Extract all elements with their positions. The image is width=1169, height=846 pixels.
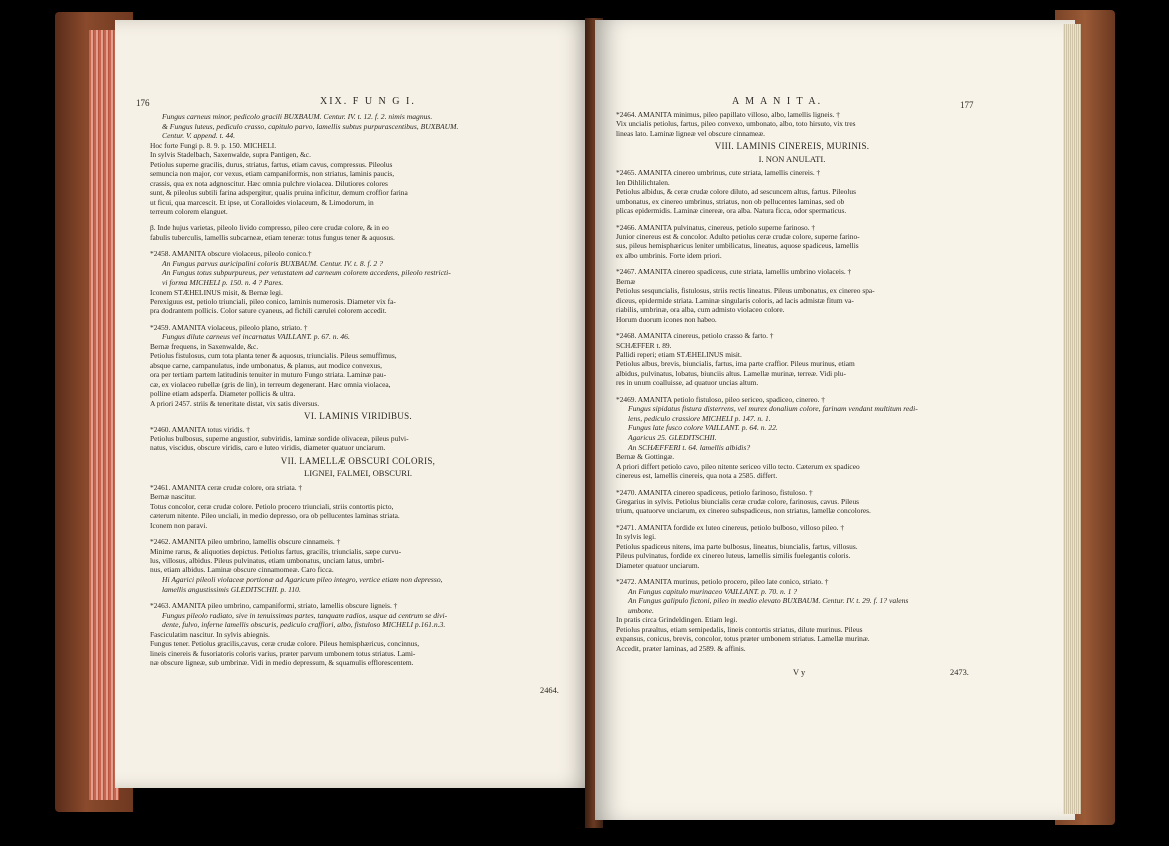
text-line: Petiolus fistulosus, cum tota planta tener & aquosus, triuncialis. Pileus semuffimus,	[150, 351, 397, 361]
text-line: næ obscure ligneæ, sub umbrinæ. Vidi in medio depressum, & squamulis efflorescentem.	[150, 658, 414, 668]
text-line: lens, pediculo crassiore MICHELI p. 147. n. 1.	[628, 413, 771, 423]
paragraph-gap	[616, 388, 968, 395]
text-line: res in unum coalluisse, ad quatuor uncias altum.	[616, 378, 759, 388]
text-line: Iconem STÆHELINUS misit, & Bernæ legi.	[150, 287, 283, 297]
text-line: Petiolus præaltus, etiam semipedalis, lineis contortis striatus, dilute murinus. Pileus	[616, 624, 863, 634]
text-line: Fungus carneus minor, pedicolo gracili BUXBAUM. Centur. IV. t. 12. f. 2. nimis magnus.	[162, 112, 433, 121]
paragraph-gap	[616, 260, 968, 267]
text-line: nus, etiam albidus. Laminæ obscure cinnamomeæ. Caro ficca.	[150, 565, 334, 575]
paragraph-gap	[150, 216, 566, 223]
text-line: Pallidi reperi; etiam STÆHELINUS misit.	[616, 349, 742, 359]
text-line: cæterum nitente. Pileo unciali, in medio depresso, ora ob pellucentes laminas striata.	[150, 511, 400, 521]
text-line: *2459. AMANITA violaceus, pileolo plano, striato. †	[150, 322, 308, 332]
text-line: plicas epidermidis. Laminæ cinereæ, ora alba. Natura ficca, odor spermaticus.	[616, 206, 847, 216]
text-line: Petiolus bulbosus, superne angustior, subviridis, laminæ sordide olivaceæ, pileus pulvi-	[150, 434, 409, 444]
section-heading: I. NON ANULATI.	[758, 153, 826, 164]
text-line: Totus concolor, ceræ crudæ colore. Petiolo procero triunciali, striis contortis picto,	[150, 501, 394, 511]
text-line: *2466. AMANITA pulvinatus, cinereus, petiolo superne farinoso. †	[616, 222, 816, 232]
text-line: *2460. AMANITA totus viridis. †	[150, 424, 251, 434]
text-line: *2463. AMANITA pileo umbrino, campaniformi, striato, lamellis obscure ligneis. †	[150, 601, 398, 611]
text-line: absque carne, campanulatus, inde umbonatus, & planus, aut modice convexus,	[150, 360, 382, 370]
text-line: lamellis angustissimis GLEDITSCHII. p. 110.	[162, 584, 301, 594]
text-line: An Fungus totus subpurpureus, per vetustatem ad carneum colorem accedens, pileolo restricti-	[162, 268, 451, 278]
text-line: Centur. V. append. t. 44.	[162, 131, 236, 141]
text-line: *2464. AMANITA minimus, pileo papillato villoso, albo, lamellis ligneis. †	[616, 110, 840, 119]
text-line: An Fungus capitulo murinaceo VAILLANT. p. 70. n. 1 ?	[628, 586, 798, 596]
text-line: *2465. AMANITA cinereo umbrinus, cute striata, lamellis cinereis. †	[616, 168, 821, 178]
text-line: Junior cinereus est & concolor. Adulto petiolus ceræ crudæ colore, superne farino-	[616, 231, 860, 241]
text-line: *2458. AMANITA obscure violaceus, pileolo conico.†	[150, 249, 312, 259]
text-line: Agaricus 25. GLEDITSCHII.	[628, 433, 717, 443]
text-line: pra dodrantem pollicis. Color sature cyaneus, ad fichili cærulei colorem accedit.	[150, 306, 387, 316]
text-line: sunt, & pileolus subtili farina adspergitur, qualis pruina inficitur, demum croffior farina	[150, 188, 408, 198]
text-line: An SCHÆFFERI t. 64. lamellis albidis?	[628, 442, 751, 452]
text-line: *2472. AMANITA murinus, petiolo procero, pileo late conico, striato. †	[616, 577, 829, 587]
paragraph-gap	[616, 216, 968, 223]
text-line: Ien Dihlilichtalen.	[616, 177, 670, 187]
text-line: Petiolus albidus, & ceræ crudæ colore diluto, ad sescuncem altus, fartus. Pileolus	[616, 187, 856, 197]
text-line: Minime rarus, & aliquoties depictus. Petiolus fartus, gracilis, triuncialis, sæpe curvu-	[150, 546, 402, 556]
right-running-head: A M A N I T A.	[732, 96, 823, 107]
text-line: In sylvis Stadelbach, Saxenwalde, supra Pantigen, &c.	[150, 150, 311, 160]
text-line: Horum duorum icones non habeo.	[616, 314, 717, 324]
text-line: ut ficui, qua marcescit. Et ipse, ut Coralloides violaceum, & Limodorum, in	[150, 197, 374, 207]
text-line: ex albo umbrinis. Forte idem priori.	[616, 250, 722, 260]
right-page-edges	[1063, 24, 1081, 814]
text-line: cæ, ex violaceo rubellæ (gris de lin), in terreum degenerant. Hæc omnia violacea,	[150, 379, 391, 389]
left-page-number: 176	[136, 98, 150, 108]
text-line: A priori 2457. striis & teneritate distat, vix satis diversus.	[150, 398, 320, 408]
text-line: lus, villosus, albidus. Pileus pulvinatus, etiam umbonatus, unciam latus, umbri-	[150, 556, 385, 566]
text-line: umbone.	[628, 605, 654, 615]
text-line: terreum colorem elanguet.	[150, 206, 228, 216]
left-catchword: 2464.	[540, 686, 559, 695]
text-line: *2470. AMANITA cinereo spadiceus, petiolo farinoso, fistuloso. †	[616, 487, 813, 497]
text-line: *2468. AMANITA cinereus, petiolo crasso & farto. †	[616, 331, 774, 341]
right-catchword: 2473.	[950, 668, 969, 677]
paragraph-gap	[616, 324, 968, 331]
text-line: Petiolus sesquncialis, fistulosus, striis rectis lineatus. Pileus umbonatus, ex cinereo spa-	[616, 286, 875, 296]
text-line: Gregarius in sylvis. Petiolus biuncialis ceræ crudæ colore, farinosus, cavus. Pileus	[616, 497, 860, 507]
text-line: umbonatus, ex cinereo umbrinus, striatus, non ob pellucentes laminas, sed ob	[616, 196, 845, 206]
text-line: vi forma MICHELI p. 150. n. 4 ? Pares.	[162, 277, 284, 287]
text-line: albidus, pulvinatus, lobatus, biunciis altus. Lamellæ murinæ, terreæ. Vidi plu-	[616, 368, 846, 378]
text-line: crassis, qua ex nota adgnoscitur. Hæc omnia pulchre violacea. Dilutiores colores	[150, 178, 388, 188]
paragraph-gap	[150, 242, 566, 249]
text-line: *2471. AMANITA fordide ex luteo cinereus, petiolo bulboso, villoso pileo. †	[616, 522, 845, 532]
text-line: Perexiguus est, petiolo triunciali, pileo conico, laminis numerosis. Diameter vix fa-	[150, 297, 396, 306]
text-line: Fungus pileolo radiato, sive in tenuissimas partes, tanquam radios, usque ad centrum se divi-	[162, 610, 448, 620]
text-line: Petiolus albus, brevis, biuncialis, fartus, ima parte craffior. Pileus murinus, etiam	[616, 359, 855, 369]
text-line: Bernæ	[616, 276, 636, 286]
text-line: sus, pileus hemisphæricus leniter umbilicatus, lineatus, aquose spadiceus, lamellis	[616, 241, 859, 251]
paragraph-gap	[616, 481, 968, 488]
right-page-number: 177	[960, 100, 974, 110]
text-line: Bernæ nascitur.	[150, 492, 196, 502]
text-line: Bernæ frequens, in Saxenwalde, &c.	[150, 341, 259, 351]
text-line: Petiolus spadiceus nitens, ima parte bulbosus, lineatus, biuncialis, fartus, villosus.	[616, 541, 858, 551]
left-running-head: XIX. F U N G I.	[320, 96, 416, 107]
text-line: Fungus tener. Petiolus gracilis,cavus, ceræ crudæ colore. Pileus hemisphæricus, concinnus,	[150, 639, 420, 649]
text-line: lineis cinereis & fusoriatoris coloris varius, præter parvum umbonem totus striatus. Lami-	[150, 648, 416, 658]
section-heading: VIII. LAMINIS CINEREIS, MURINIS.	[714, 141, 870, 152]
text-line: An Fungus parvus auricipalini coloris BUXBAUM. Centur. IV. t. 8. f. 2 ?	[162, 258, 383, 268]
text-line: Fungus late fusco colore VAILLANT. p. 64. n. 22.	[628, 423, 778, 433]
text-line: *2467. AMANITA cinereo spadiceus, cute striata, lamellis umbrino violaceis. †	[616, 267, 852, 277]
text-line: In sylvis legi.	[616, 532, 657, 542]
right-page-body	[616, 110, 968, 653]
text-line: SCHÆFFER t. 89.	[616, 340, 672, 350]
text-line: ora per tertiam partem latitudinis tenuiter in muturo Fungo striata. Laminæ pau-	[150, 370, 387, 380]
paragraph-gap	[616, 516, 968, 523]
text-line: expansus, conicus, brevis, concolor, totus præter umbonem striatus. Lamellæ murinæ.	[616, 634, 870, 644]
text-line: lineas lato. Laminæ ligneæ vel obscure cinnameæ.	[616, 128, 766, 138]
text-line: dente, fulvo, inferne lamellis obscuris, pediculo craffiori, albo, fistuloso MICHELI p.161.n.3.	[162, 620, 446, 630]
text-line: polline etiam adsperfa. Diameter pollicis & ultra.	[150, 389, 296, 399]
text-line: Fungus sipidatus fistura disterrens, vel murex donalium colore, farinam vendant multitum redi-	[628, 404, 918, 414]
text-line: Hoc forte Fungi p. 8. 9. p. 150. MICHELI.	[150, 140, 277, 150]
text-line: natus, viscidus, obscure viridis, caro e luteo viridis, diameter quatuor unciarum.	[150, 443, 386, 453]
text-line: Vix uncialis petiolus, fartus, pileo convexo, umbonato, albo, toto hirsuto, vix tres	[616, 119, 856, 129]
text-line: Bernæ & Gottingæ.	[616, 452, 675, 462]
text-line: *2469. AMANITA petiolo fistuloso, pileo sericeo, spadiceo, cinereo. †	[616, 394, 825, 404]
paragraph-gap	[616, 570, 968, 577]
text-line: Fasciculatim nascitur. In sylvis abiegnis.	[150, 629, 270, 639]
text-line: Petiolus superne gracilis, durus, striatus, fartus, etiam cavus, compressus. Pileolus	[150, 159, 393, 169]
text-line: *2462. AMANITA pileo umbrino, lamellis obscure cinnameis. †	[150, 537, 341, 547]
signature-mark: V y	[793, 668, 806, 677]
text-line: diceus, epidermide striata. Laminæ singularis coloris, ad lacis admistæ fitum va-	[616, 295, 854, 305]
text-line: & Fungus luteus, pediculo crasso, capitulo parvo, lamellis subtus purpurascentibus, BUXBAUM.	[162, 121, 459, 131]
left-page-body	[150, 112, 566, 668]
section-heading: LIGNEI, FALMEI, OBSCURI.	[304, 468, 412, 479]
text-line: Diameter quatuor unciarum.	[616, 560, 700, 570]
section-heading: VII. LAMELLÆ OBSCURI COLORIS,	[280, 455, 436, 466]
text-line: Accedit, præter laminas, ad 2589. & affinis.	[616, 643, 746, 653]
text-line: semuncia non major, cor vexus, etiam campaniformis, non striatus, laminis paucis,	[150, 169, 395, 179]
text-line: Hi Agarici pileoli violaceæ portionæ ad Agaricum pileo integro, vertice etiam non depresso,	[162, 574, 443, 584]
text-line: Fungus dilute carneus vel incarnatus VAILLANT. p. 67. n. 46.	[162, 332, 350, 342]
section-heading: VI. LAMINIS VIRIDIBUS.	[304, 411, 412, 422]
text-line: cinereus est, lamellis cinereis, qua nota a 2585. differt.	[616, 471, 778, 481]
text-line: In pratis circa Grindeldingen. Etiam legi.	[616, 615, 738, 625]
paragraph-gap	[150, 594, 566, 601]
paragraph-gap	[150, 316, 566, 323]
text-line: *2461. AMANITA ceræ crudæ colore, ora striata. †	[150, 482, 303, 492]
text-line: An Fungus galipulo fictoni, pileo in medio elevato BUXBAUM. Centur. IV. t. 29. f. 1? valens	[628, 596, 909, 606]
text-line: trium, quatuorve unciarum, ex cinereo subspadiceus, non striatus, lamellæ concolores.	[616, 506, 871, 516]
text-line: riabilis, umbrinæ, ora alba, cum admisto violaceo colore.	[616, 305, 785, 315]
text-line: β. Inde hujus varietas, pileolo livido compresso, pileo cere crudæ colore, & in eo	[150, 223, 389, 233]
text-line: fabulis tuberculis, lamellis subcarneæ, etiam teneræ: totus fungus tener & aquosus.	[150, 232, 395, 242]
paragraph-gap	[150, 530, 566, 537]
text-line: Pileus pulvinatus, fordide ex cinereo luteus, lamellis similis fuelegantis coloris.	[616, 551, 851, 561]
text-line: Iconem non paravi.	[150, 520, 208, 530]
text-line: A priori differt petiolo cavo, pileo nitente sericeo villo tecto. Cæterum ex spadiceo	[616, 461, 860, 471]
